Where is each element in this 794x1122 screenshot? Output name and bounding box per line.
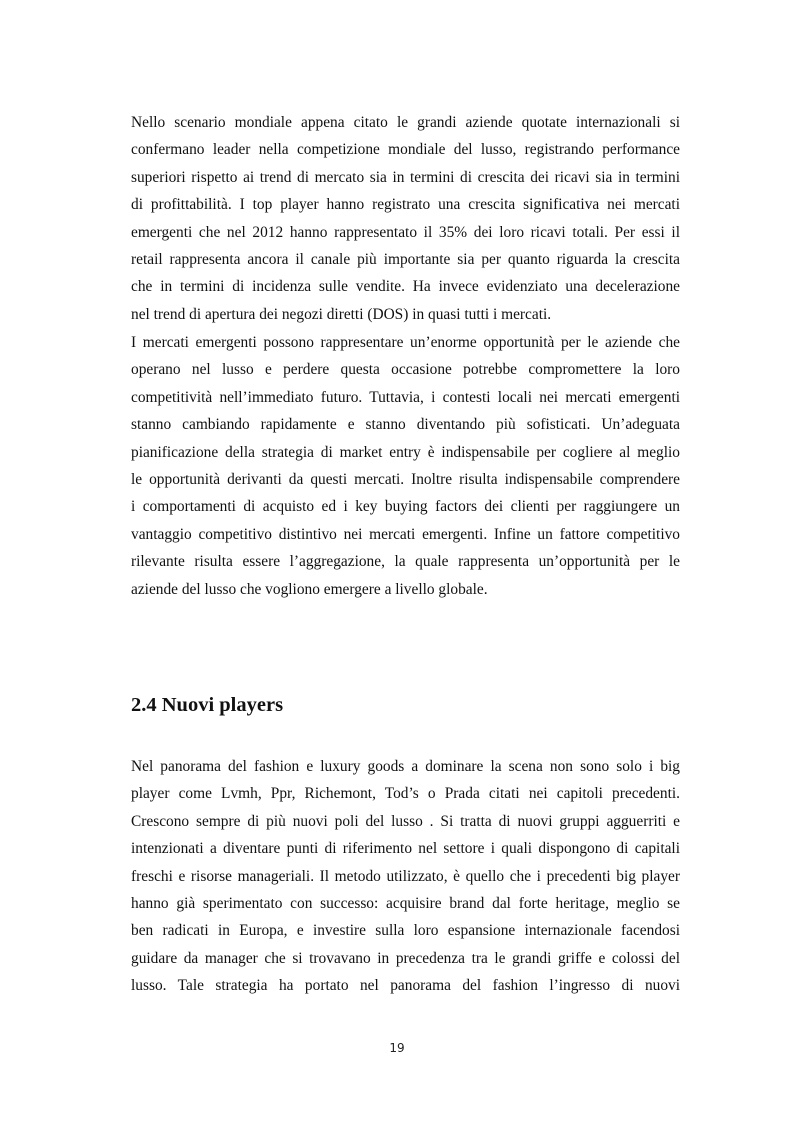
paragraph-3: [131, 753, 680, 1000]
text-line: ben radicati in Europa, e investire sulla loro espansione internazionale facendosi: [131, 922, 680, 940]
text-line: freschi e risorse manageriali. Il metodo utilizzato, è quello che i precedenti big player: [131, 867, 680, 885]
text-line: intenzionati a diventare punti di riferimento nel settore i quali dispongono di capitali: [131, 840, 680, 858]
text-line: di profittabilità. I top player hanno registrato una crescita significativa nei mercati: [131, 196, 680, 214]
page-number: 19: [389, 1041, 405, 1055]
text-line: le opportunità derivanti da questi mercati. Inoltre risulta indispensabile comprendere: [131, 470, 680, 488]
text-line: pianificazione della strategia di market entry è indispensabile per cogliere al meglio: [131, 443, 680, 461]
text-line: vantaggio competitivo distintivo nei mercati emergenti. Infine un fattore competitivo: [131, 525, 680, 543]
text-line: emergenti che nel 2012 hanno rappresentato il 35% dei loro ricavi totali. Per essi il: [131, 223, 680, 241]
text-line: player come Lvmh, Ppr, Richemont, Tod’s o Prada citati nei capitoli precedenti.: [131, 785, 680, 803]
text-line: hanno già sperimentato con successo: acquisire brand dal forte heritage, meglio se: [131, 894, 680, 912]
text-line: aziende del lusso che vogliono emergere a livello globale.: [131, 580, 488, 598]
text-line: competitività nell’immediato futuro. Tuttavia, i contesti locali nei mercati emergenti: [131, 388, 680, 406]
text-line: superiori rispetto ai trend di mercato sia in termini di crescita dei ricavi sia in termini: [131, 168, 680, 186]
text-line: retail rappresenta ancora il canale più importante sia per quanto riguarda la crescita: [131, 250, 680, 268]
text-line: Crescono sempre di più nuovi poli del lusso . Si tratta di nuovi gruppi agguerriti e: [131, 812, 680, 830]
paragraph-1: [131, 109, 680, 328]
text-line: operano nel lusso e perdere questa occasione potrebbe compromettere la loro: [131, 361, 680, 379]
text-line: Nello scenario mondiale appena citato le grandi aziende quotate internazionali si: [131, 114, 680, 131]
section-heading: 2.4 Nuovi players: [131, 694, 284, 716]
text-line: guidare da manager che si trovavano in precedenza tra le grandi griffe e colossi del: [131, 949, 680, 967]
paragraph-2: [131, 329, 680, 603]
text-line: I mercati emergenti possono rappresentare un’enorme opportunità per le aziende che: [131, 334, 680, 351]
text-line: Nel panorama del fashion e luxury goods a dominare la scena non sono solo i big: [131, 758, 680, 775]
text-line: rilevante risulta essere l’aggregazione, la quale rappresenta un’opportunità per le: [131, 553, 680, 571]
text-line: stanno cambiando rapidamente e stanno diventando più sofisticati. Un’adeguata: [131, 416, 680, 434]
text-line: nel trend di apertura dei negozi diretti (DOS) in quasi tutti i mercati.: [131, 305, 552, 323]
text-line: i comportamenti di acquisto ed i key buying factors dei clienti per raggiungere un: [131, 498, 680, 516]
text-line: che in termini di incidenza sulle vendite. Ha invece evidenziato una decelerazione: [131, 278, 680, 296]
text-line: lusso. Tale strategia ha portato nel panorama del fashion l’ingresso di nuovi: [131, 977, 680, 995]
text-line: confermano leader nella competizione mondiale del lusso, registrando performance: [131, 141, 680, 159]
